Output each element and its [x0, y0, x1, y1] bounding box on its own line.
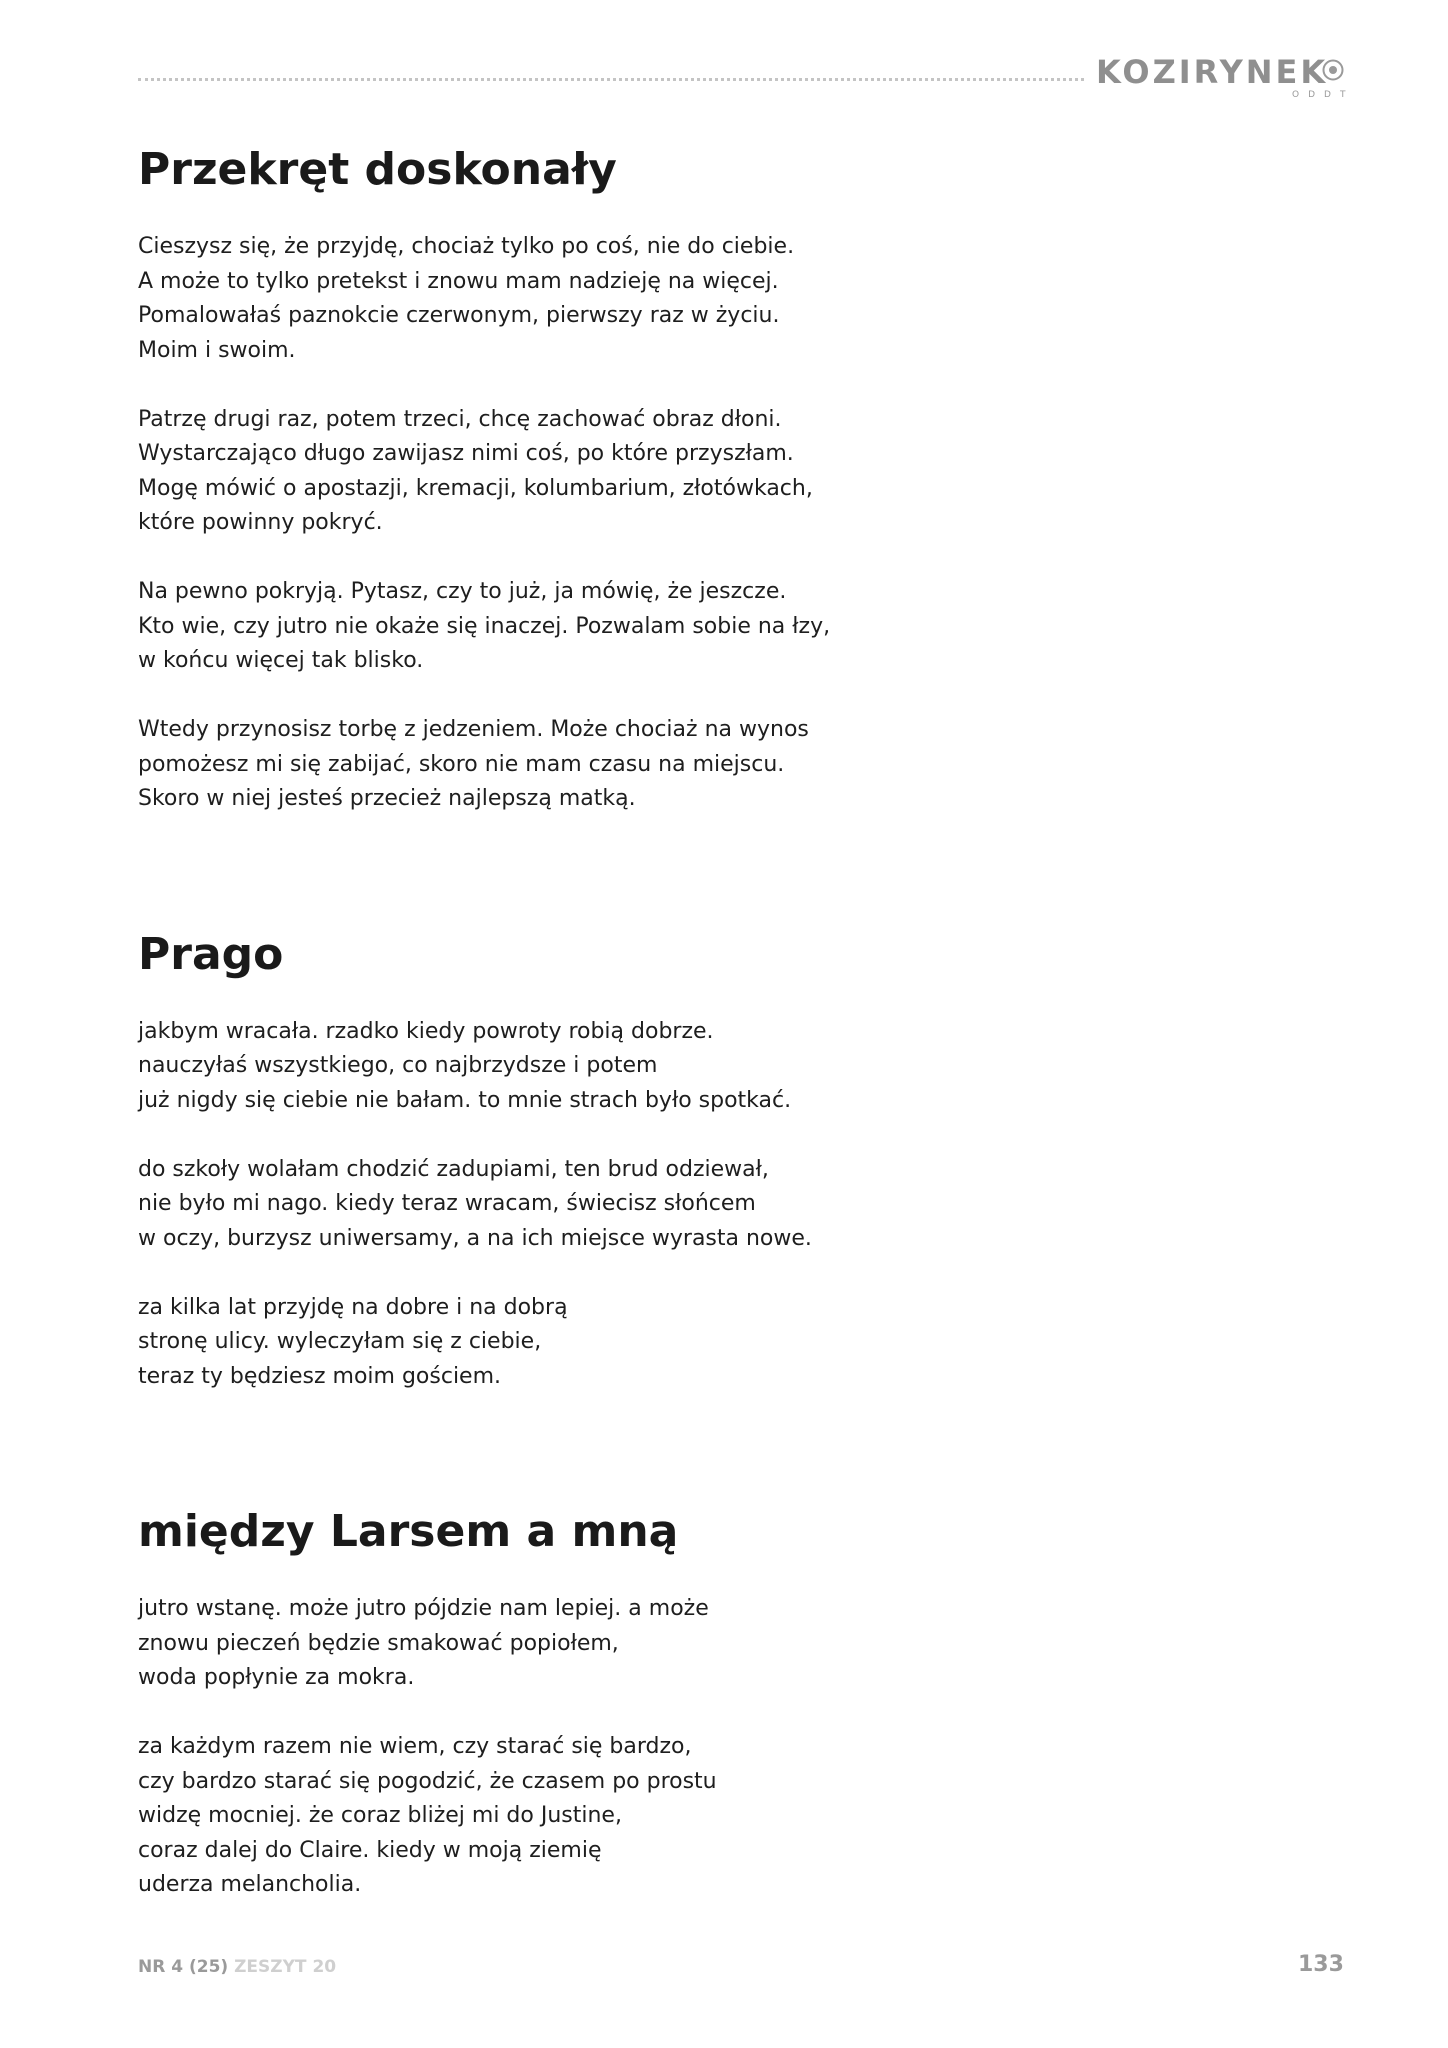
- verse-line: do szkoły wolałam chodzić zadupiami, ten brud odziewał,: [138, 1156, 769, 1182]
- verse-line: pomożesz mi się zabijać, skoro nie mam czasu na miejscu.: [138, 751, 785, 777]
- verse-line: już nigdy się ciebie nie bałam. to mnie strach było spotkać.: [138, 1087, 792, 1113]
- stanza: [138, 1291, 958, 1395]
- footer-issue-label: [138, 1955, 336, 1979]
- verse-line: za kilka lat przyjdę na dobre i na dobrą: [138, 1294, 568, 1320]
- logo-badge-icon: [1322, 59, 1344, 81]
- stanza: [138, 403, 958, 541]
- poem-body: [138, 1015, 958, 1395]
- verse-line: uderza melancholia.: [138, 1872, 362, 1897]
- issue-number: NR 4 (25): [138, 1957, 229, 1977]
- verse-line: teraz ty będziesz moim gościem.: [138, 1363, 502, 1389]
- verse-line: w końcu więcej tak blisko.: [138, 648, 424, 673]
- verse-line: w oczy, burzysz uniwersamy, a na ich miejsce wyrasta nowe.: [138, 1225, 812, 1251]
- poem-title: Prago: [138, 928, 284, 980]
- verse-line: coraz dalej do Claire. kiedy w moją ziemię: [138, 1837, 602, 1863]
- poem-title: Przekręt doskonały: [138, 144, 617, 195]
- stanza: [138, 1592, 958, 1696]
- verse-line: jakbym wracała. rzadko kiedy powroty robią dobrze.: [138, 1018, 714, 1044]
- verse-line: Wystarczająco długo zawijasz nimi coś, po które przyszłam.: [138, 441, 794, 466]
- magazine-logo: [1096, 52, 1354, 102]
- poem-miedzy-larsem-a-mna: [138, 1498, 958, 1903]
- verse-line: nie było mi nago. kiedy teraz wracam, świecisz słońcem: [138, 1191, 756, 1216]
- verse-line: nauczyłaś wszystkiego, co najbrzydsze i potem: [138, 1053, 658, 1078]
- verse-line: jutro wstanę. może jutro pójdzie nam lepiej. a może: [138, 1596, 709, 1621]
- verse-line: Moim i swoim.: [138, 337, 296, 363]
- verse-line: woda popłynie za mokra.: [138, 1665, 415, 1690]
- stanza: [138, 1153, 958, 1257]
- verse-line: Na pewno pokryją. Pytasz, czy to już, ja mówię, że jeszcze.: [138, 579, 787, 604]
- logo-wordmark: KOZIRYNEK: [1096, 53, 1329, 91]
- verse-line: stronę ulicy. wyleczyłam się z ciebie,: [138, 1329, 542, 1354]
- verse-line: A może to tylko pretekst i znowu mam nadzieję na więcej.: [138, 268, 779, 294]
- verse-line: Cieszysz się, że przyjdę, chociaż tylko po coś, nie do ciebie.: [138, 234, 795, 259]
- verse-line: widzę mocniej. że coraz bliżej mi do Justine,: [138, 1803, 622, 1828]
- verse-line: za każdym razem nie wiem, czy starać się bardzo,: [138, 1734, 692, 1759]
- page-number: 133: [1298, 1952, 1344, 1977]
- poem-przekret-doskonaly: [138, 136, 958, 817]
- verse-line: Pomalowałaś paznokcie czerwonym, pierwszy raz w życiu.: [138, 303, 780, 328]
- verse-line: znowu pieczeń będzie smakować popiołem,: [138, 1630, 619, 1656]
- poems-column: [138, 136, 958, 2007]
- poem-title: między Larsem a mną: [138, 1506, 679, 1557]
- poem-body: [138, 230, 958, 817]
- verse-line: Mogę mówić o apostazji, kremacji, kolumbarium, złotówkach,: [138, 475, 813, 501]
- verse-line: Wtedy przynosisz torbę z jedzeniem. Może chociaż na wynos: [138, 717, 809, 742]
- stanza: [138, 713, 958, 817]
- verse-line: Patrzę drugi raz, potem trzeci, chcę zachować obraz dłoni.: [138, 406, 782, 432]
- poem-body: [138, 1592, 958, 1903]
- stanza: [138, 1015, 958, 1119]
- logo-subtext: ODDT: [1292, 90, 1355, 100]
- verse-line: które powinny pokryć.: [138, 510, 383, 535]
- verse-line: czy bardzo starać się pogodzić, że czasem po prostu: [138, 1768, 717, 1794]
- stanza: [138, 1730, 958, 1903]
- header-dotted-rule: [138, 78, 1084, 81]
- verse-line: Kto wie, czy jutro nie okaże się inaczej. Pozwalam sobie na łzy,: [138, 613, 831, 639]
- stanza: [138, 575, 958, 679]
- verse-line: Skoro w niej jesteś przecież najlepszą matką.: [138, 786, 636, 811]
- issue-part: ZESZYT 20: [234, 1957, 337, 1977]
- stanza: [138, 230, 958, 368]
- poem-prago: [138, 921, 958, 1395]
